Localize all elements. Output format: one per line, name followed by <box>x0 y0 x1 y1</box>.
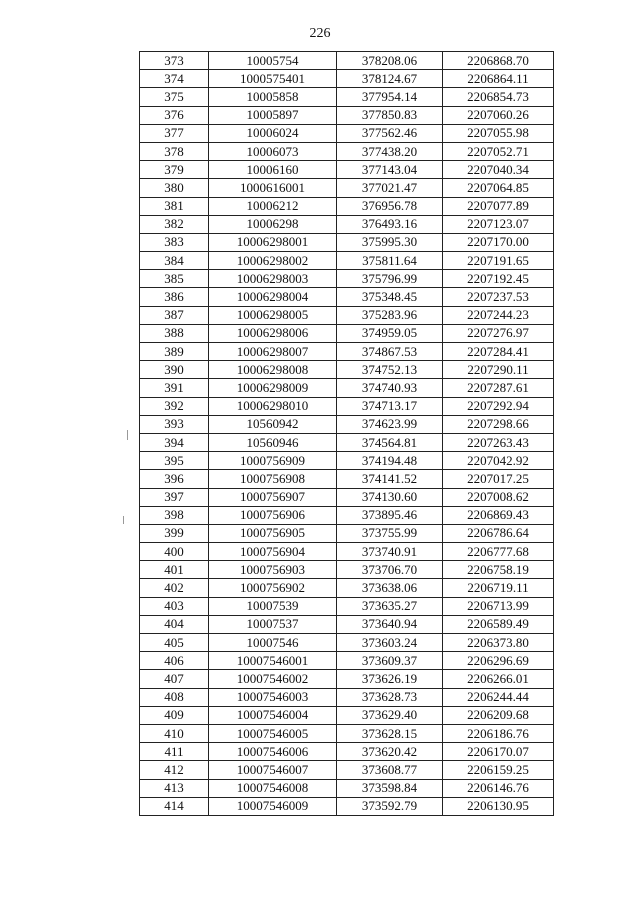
row-index-cell: 414 <box>140 797 209 815</box>
x-coordinate-cell: 377850.83 <box>337 106 443 124</box>
row-index-cell: 389 <box>140 343 209 361</box>
table-row <box>140 233 554 251</box>
x-coordinate-cell: 373626.19 <box>337 670 443 688</box>
row-index-cell: 380 <box>140 179 209 197</box>
y-coordinate-cell: 2207017.25 <box>443 470 554 488</box>
x-coordinate-cell: 373620.42 <box>337 743 443 761</box>
y-coordinate-cell: 2207077.89 <box>443 197 554 215</box>
y-coordinate-cell: 2207290.11 <box>443 361 554 379</box>
table-row <box>140 452 554 470</box>
point-id-cell: 10006024 <box>209 124 337 142</box>
x-coordinate-cell: 373628.73 <box>337 688 443 706</box>
table-row <box>140 543 554 561</box>
x-coordinate-cell: 373608.77 <box>337 761 443 779</box>
point-id-cell: 10006298005 <box>209 306 337 324</box>
point-id-cell: 10006298001 <box>209 233 337 251</box>
row-index-cell: 397 <box>140 488 209 506</box>
table-row <box>140 670 554 688</box>
row-index-cell: 383 <box>140 233 209 251</box>
y-coordinate-cell: 2206869.43 <box>443 506 554 524</box>
x-coordinate-cell: 373628.15 <box>337 724 443 742</box>
row-index-cell: 396 <box>140 470 209 488</box>
row-index-cell: 384 <box>140 252 209 270</box>
point-id-cell: 10006298009 <box>209 379 337 397</box>
table-row <box>140 743 554 761</box>
point-id-cell: 10007546002 <box>209 670 337 688</box>
x-coordinate-cell: 373740.91 <box>337 543 443 561</box>
x-coordinate-cell: 378124.67 <box>337 70 443 88</box>
y-coordinate-cell: 2206758.19 <box>443 561 554 579</box>
point-id-cell: 10006298003 <box>209 270 337 288</box>
table-row <box>140 615 554 633</box>
point-id-cell: 10006298010 <box>209 397 337 415</box>
table-row <box>140 343 554 361</box>
point-id-cell: 10007546009 <box>209 797 337 815</box>
table-row <box>140 561 554 579</box>
table-row <box>140 124 554 142</box>
y-coordinate-cell: 2207284.41 <box>443 343 554 361</box>
point-id-cell: 10007539 <box>209 597 337 615</box>
table-row <box>140 688 554 706</box>
y-coordinate-cell: 2206777.68 <box>443 543 554 561</box>
point-id-cell: 1000756906 <box>209 506 337 524</box>
point-id-cell: 1000756908 <box>209 470 337 488</box>
point-id-cell: 10006298006 <box>209 324 337 342</box>
row-index-cell: 374 <box>140 70 209 88</box>
y-coordinate-cell: 2206159.25 <box>443 761 554 779</box>
x-coordinate-cell: 377438.20 <box>337 142 443 160</box>
row-index-cell: 398 <box>140 506 209 524</box>
y-coordinate-cell: 2206713.99 <box>443 597 554 615</box>
y-coordinate-cell: 2207040.34 <box>443 161 554 179</box>
x-coordinate-cell: 374623.99 <box>337 415 443 433</box>
point-id-cell: 10007546004 <box>209 706 337 724</box>
y-coordinate-cell: 2206719.11 <box>443 579 554 597</box>
table-row <box>140 506 554 524</box>
x-coordinate-cell: 377562.46 <box>337 124 443 142</box>
y-coordinate-cell: 2207244.23 <box>443 306 554 324</box>
point-id-cell: 1000756909 <box>209 452 337 470</box>
y-coordinate-cell: 2206186.76 <box>443 724 554 742</box>
point-id-cell: 10005754 <box>209 52 337 70</box>
row-index-cell: 385 <box>140 270 209 288</box>
y-coordinate-cell: 2206296.69 <box>443 652 554 670</box>
y-coordinate-cell: 2207237.53 <box>443 288 554 306</box>
row-index-cell: 409 <box>140 706 209 724</box>
row-index-cell: 413 <box>140 779 209 797</box>
point-id-cell: 10005858 <box>209 88 337 106</box>
row-index-cell: 392 <box>140 397 209 415</box>
table-row <box>140 524 554 542</box>
point-id-cell: 10007546006 <box>209 743 337 761</box>
row-index-cell: 381 <box>140 197 209 215</box>
table-row <box>140 706 554 724</box>
y-coordinate-cell: 2206854.73 <box>443 88 554 106</box>
x-coordinate-cell: 373629.40 <box>337 706 443 724</box>
row-index-cell: 395 <box>140 452 209 470</box>
y-coordinate-cell: 2207008.62 <box>443 488 554 506</box>
point-id-cell: 10006212 <box>209 197 337 215</box>
point-id-cell: 1000616001 <box>209 179 337 197</box>
y-coordinate-cell: 2207292.94 <box>443 397 554 415</box>
point-id-cell: 10007546001 <box>209 652 337 670</box>
row-index-cell: 407 <box>140 670 209 688</box>
point-id-cell: 10007546007 <box>209 761 337 779</box>
table-row <box>140 397 554 415</box>
x-coordinate-cell: 377021.47 <box>337 179 443 197</box>
point-id-cell: 1000575401 <box>209 70 337 88</box>
point-id-cell: 1000756905 <box>209 524 337 542</box>
table-row <box>140 52 554 70</box>
x-coordinate-cell: 374752.13 <box>337 361 443 379</box>
x-coordinate-cell: 375796.99 <box>337 270 443 288</box>
x-coordinate-cell: 375811.64 <box>337 252 443 270</box>
y-coordinate-cell: 2206868.70 <box>443 52 554 70</box>
table-row <box>140 488 554 506</box>
table-row <box>140 597 554 615</box>
y-coordinate-cell: 2206146.76 <box>443 779 554 797</box>
x-coordinate-cell: 376493.16 <box>337 215 443 233</box>
point-id-cell: 10006160 <box>209 161 337 179</box>
x-coordinate-cell: 373592.79 <box>337 797 443 815</box>
point-id-cell: 10006298004 <box>209 288 337 306</box>
point-id-cell: 10006298008 <box>209 361 337 379</box>
x-coordinate-cell: 376956.78 <box>337 197 443 215</box>
y-coordinate-cell: 2207170.00 <box>443 233 554 251</box>
table-row <box>140 379 554 397</box>
y-coordinate-cell: 2206170.07 <box>443 743 554 761</box>
x-coordinate-cell: 375348.45 <box>337 288 443 306</box>
x-coordinate-cell: 375283.96 <box>337 306 443 324</box>
table-row <box>140 779 554 797</box>
x-coordinate-cell: 374141.52 <box>337 470 443 488</box>
row-index-cell: 375 <box>140 88 209 106</box>
table-row <box>140 161 554 179</box>
y-coordinate-cell: 2206373.80 <box>443 634 554 652</box>
point-id-cell: 10007546005 <box>209 724 337 742</box>
x-coordinate-cell: 373603.24 <box>337 634 443 652</box>
table-row <box>140 106 554 124</box>
scan-mark <box>123 516 124 524</box>
point-id-cell: 10007546003 <box>209 688 337 706</box>
x-coordinate-cell: 374564.81 <box>337 433 443 451</box>
y-coordinate-cell: 2207298.66 <box>443 415 554 433</box>
y-coordinate-cell: 2207052.71 <box>443 142 554 160</box>
page-number: 226 <box>309 26 331 41</box>
row-index-cell: 378 <box>140 142 209 160</box>
table-row <box>140 179 554 197</box>
y-coordinate-cell: 2207123.07 <box>443 215 554 233</box>
x-coordinate-cell: 374713.17 <box>337 397 443 415</box>
table-row <box>140 306 554 324</box>
point-id-cell: 10006073 <box>209 142 337 160</box>
x-coordinate-cell: 373598.84 <box>337 779 443 797</box>
point-id-cell: 10560942 <box>209 415 337 433</box>
y-coordinate-cell: 2206786.64 <box>443 524 554 542</box>
table-body <box>140 52 554 816</box>
row-index-cell: 390 <box>140 361 209 379</box>
x-coordinate-cell: 373640.94 <box>337 615 443 633</box>
row-index-cell: 382 <box>140 215 209 233</box>
row-index-cell: 412 <box>140 761 209 779</box>
row-index-cell: 377 <box>140 124 209 142</box>
point-id-cell: 10005897 <box>209 106 337 124</box>
y-coordinate-cell: 2207192.45 <box>443 270 554 288</box>
table-row <box>140 634 554 652</box>
table-row <box>140 88 554 106</box>
x-coordinate-cell: 373609.37 <box>337 652 443 670</box>
row-index-cell: 388 <box>140 324 209 342</box>
y-coordinate-cell: 2207263.43 <box>443 433 554 451</box>
row-index-cell: 387 <box>140 306 209 324</box>
y-coordinate-cell: 2206244.44 <box>443 688 554 706</box>
x-coordinate-cell: 373635.27 <box>337 597 443 615</box>
x-coordinate-cell: 374867.53 <box>337 343 443 361</box>
point-id-cell: 1000756903 <box>209 561 337 579</box>
x-coordinate-cell: 377954.14 <box>337 88 443 106</box>
table-row <box>140 724 554 742</box>
table-row <box>140 142 554 160</box>
table-row <box>140 415 554 433</box>
row-index-cell: 401 <box>140 561 209 579</box>
y-coordinate-cell: 2206864.11 <box>443 70 554 88</box>
x-coordinate-cell: 373895.46 <box>337 506 443 524</box>
table-row <box>140 70 554 88</box>
row-index-cell: 394 <box>140 433 209 451</box>
row-index-cell: 379 <box>140 161 209 179</box>
y-coordinate-cell: 2207055.98 <box>443 124 554 142</box>
table-row <box>140 652 554 670</box>
coordinates-table <box>139 51 554 816</box>
point-id-cell: 10007546008 <box>209 779 337 797</box>
table-row <box>140 579 554 597</box>
row-index-cell: 408 <box>140 688 209 706</box>
y-coordinate-cell: 2207060.26 <box>443 106 554 124</box>
row-index-cell: 386 <box>140 288 209 306</box>
point-id-cell: 10006298 <box>209 215 337 233</box>
point-id-cell: 10007546 <box>209 634 337 652</box>
row-index-cell: 399 <box>140 524 209 542</box>
x-coordinate-cell: 374740.93 <box>337 379 443 397</box>
row-index-cell: 411 <box>140 743 209 761</box>
table-row <box>140 361 554 379</box>
table-row <box>140 761 554 779</box>
table-row <box>140 433 554 451</box>
row-index-cell: 402 <box>140 579 209 597</box>
row-index-cell: 405 <box>140 634 209 652</box>
row-index-cell: 400 <box>140 543 209 561</box>
point-id-cell: 10006298007 <box>209 343 337 361</box>
y-coordinate-cell: 2206130.95 <box>443 797 554 815</box>
x-coordinate-cell: 373638.06 <box>337 579 443 597</box>
y-coordinate-cell: 2207042.92 <box>443 452 554 470</box>
x-coordinate-cell: 377143.04 <box>337 161 443 179</box>
table-row <box>140 288 554 306</box>
x-coordinate-cell: 374959.05 <box>337 324 443 342</box>
y-coordinate-cell: 2207276.97 <box>443 324 554 342</box>
table-row <box>140 797 554 815</box>
row-index-cell: 404 <box>140 615 209 633</box>
point-id-cell: 1000756907 <box>209 488 337 506</box>
point-id-cell: 1000756902 <box>209 579 337 597</box>
row-index-cell: 406 <box>140 652 209 670</box>
table-row <box>140 252 554 270</box>
table-row <box>140 270 554 288</box>
table-row <box>140 470 554 488</box>
point-id-cell: 1000756904 <box>209 543 337 561</box>
scan-mark <box>127 430 128 440</box>
row-index-cell: 403 <box>140 597 209 615</box>
y-coordinate-cell: 2207064.85 <box>443 179 554 197</box>
x-coordinate-cell: 374194.48 <box>337 452 443 470</box>
x-coordinate-cell: 374130.60 <box>337 488 443 506</box>
x-coordinate-cell: 378208.06 <box>337 52 443 70</box>
point-id-cell: 10006298002 <box>209 252 337 270</box>
y-coordinate-cell: 2206209.68 <box>443 706 554 724</box>
row-index-cell: 373 <box>140 52 209 70</box>
y-coordinate-cell: 2207191.65 <box>443 252 554 270</box>
row-index-cell: 376 <box>140 106 209 124</box>
y-coordinate-cell: 2206589.49 <box>443 615 554 633</box>
table-row <box>140 215 554 233</box>
point-id-cell: 10007537 <box>209 615 337 633</box>
x-coordinate-cell: 375995.30 <box>337 233 443 251</box>
row-index-cell: 391 <box>140 379 209 397</box>
row-index-cell: 410 <box>140 724 209 742</box>
y-coordinate-cell: 2207287.61 <box>443 379 554 397</box>
x-coordinate-cell: 373706.70 <box>337 561 443 579</box>
y-coordinate-cell: 2206266.01 <box>443 670 554 688</box>
table-row <box>140 197 554 215</box>
table-row <box>140 324 554 342</box>
row-index-cell: 393 <box>140 415 209 433</box>
point-id-cell: 10560946 <box>209 433 337 451</box>
x-coordinate-cell: 373755.99 <box>337 524 443 542</box>
